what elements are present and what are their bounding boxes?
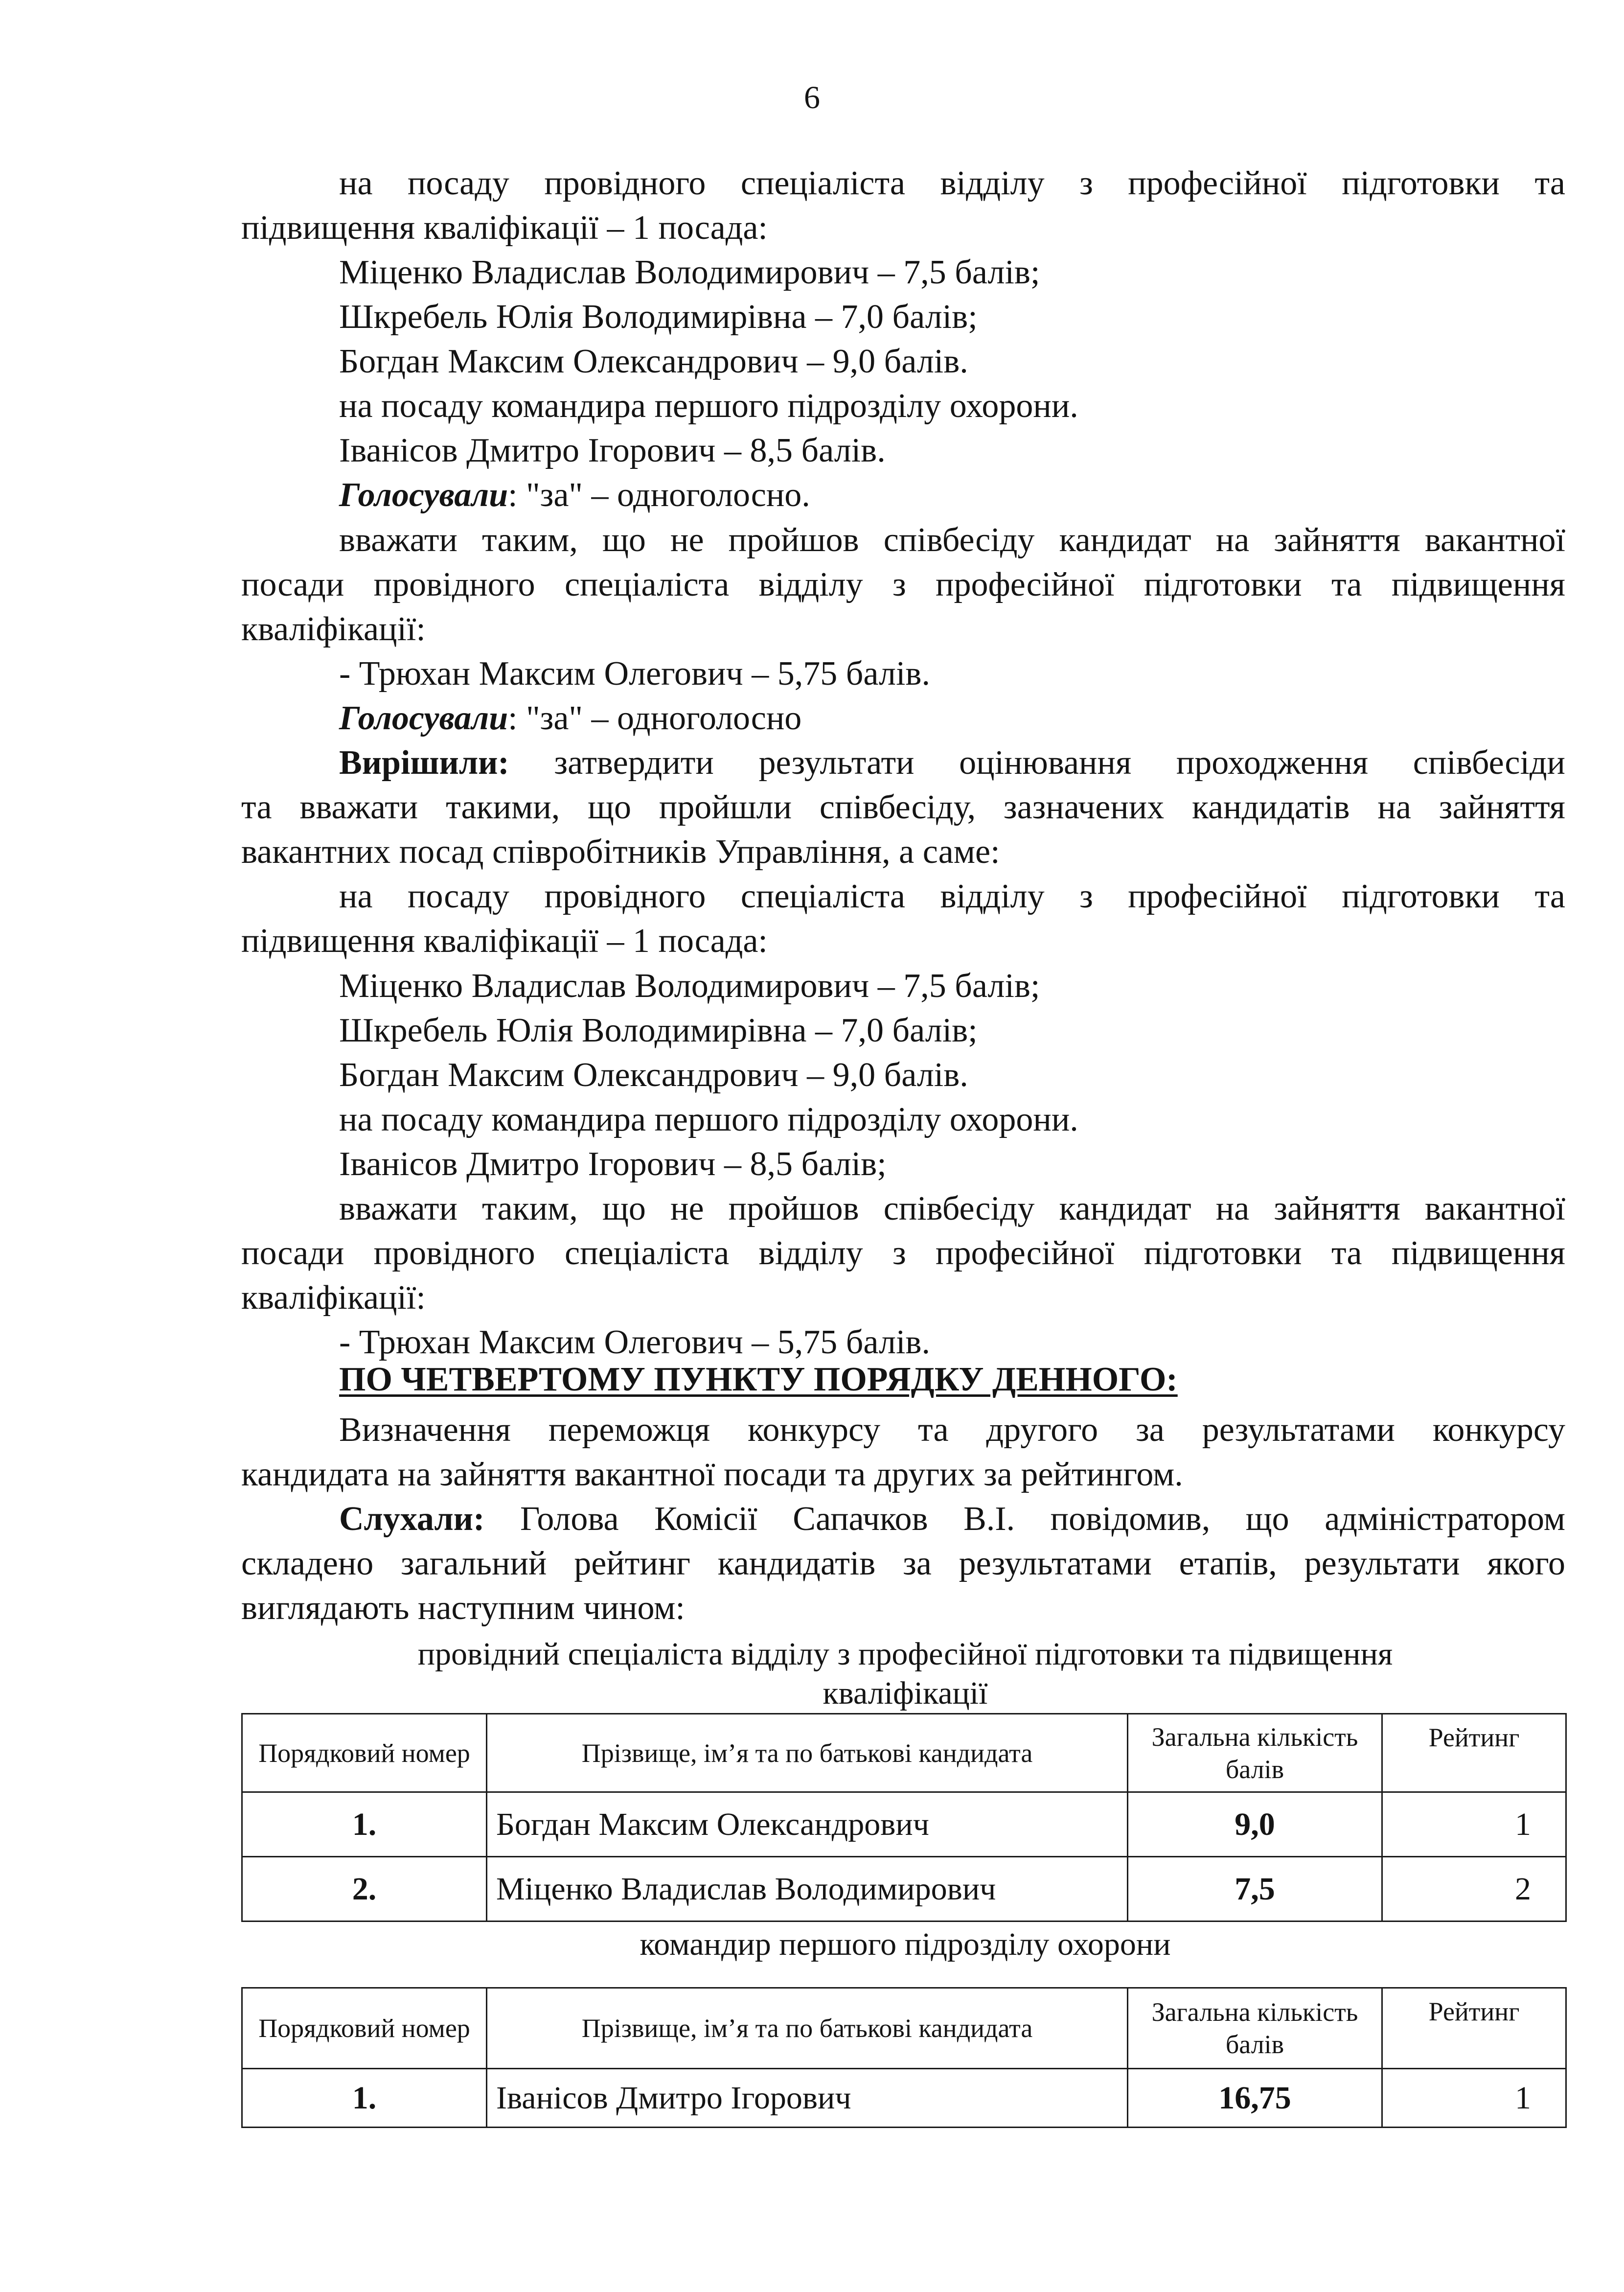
paragraph-line: на посаду командира першого підрозділу охорони. <box>339 1101 1078 1138</box>
candidate-line: - Трюхан Максим Олегович – 5,75 балів. <box>339 655 930 693</box>
header-rank: Рейтинг <box>1382 1714 1566 1792</box>
vote-result: : "за" – одноголосно. <box>508 476 810 514</box>
row-score: 16,75 <box>1128 2069 1382 2128</box>
paragraph-line: посади провідного спеціаліста відділу з професійної підготовки та підвищення <box>241 566 1565 603</box>
paragraph-line: виглядають наступним чином: <box>241 1589 685 1627</box>
paragraph-line: кваліфікації: <box>241 1279 426 1317</box>
row-rank: 1 <box>1382 1792 1566 1857</box>
paragraph-line: на посаду провідного спеціаліста відділу з професійної підготовки та <box>339 164 1565 202</box>
decision-line <box>339 742 1565 784</box>
heard-line <box>339 1499 1565 1540</box>
vote-label: Голосували <box>339 476 508 514</box>
page-number: 6 <box>804 80 820 116</box>
vote-line <box>339 475 810 516</box>
row-name: Міценко Владислав Володимирович <box>487 1857 1128 1922</box>
row-num: 1. <box>242 2069 487 2128</box>
table-header-row <box>242 1714 1566 1792</box>
table-row <box>242 2069 1566 2128</box>
paragraph-line: вважати таким, що не пройшов співбесіду кандидат на зайняття вакантної <box>339 1190 1565 1227</box>
table-row <box>242 1857 1566 1922</box>
vote-label: Голосували <box>339 699 508 737</box>
row-name: Іванісов Дмитро Ігорович <box>487 2069 1128 2128</box>
table-caption: командир першого підрозділу охорони <box>640 1926 1171 1962</box>
table-header-row <box>242 1988 1566 2069</box>
table-caption: кваліфікації <box>823 1675 988 1711</box>
candidate-line: - Трюхан Максим Олегович – 5,75 балів. <box>339 1323 930 1361</box>
paragraph-line: на посаду командира першого підрозділу охорони. <box>339 387 1078 425</box>
candidate-line: Міценко Владислав Володимирович – 7,5 балів; <box>339 254 1040 291</box>
header-num: Порядковий номер <box>242 1988 487 2069</box>
candidate-line: Шкребель Юлія Володимирівна – 7,0 балів; <box>339 1012 978 1049</box>
paragraph-line: підвищення кваліфікації – 1 посада: <box>241 209 768 247</box>
decision-label: Вирішили: <box>339 744 509 782</box>
candidate-line: Міценко Владислав Володимирович – 7,5 балів; <box>339 967 1040 1005</box>
header-name: Прізвище, ім’я та по батькові кандидата <box>487 1714 1128 1792</box>
row-rank: 2 <box>1382 1857 1566 1922</box>
candidate-line: Шкребель Юлія Володимирівна – 7,0 балів; <box>339 298 978 336</box>
table-row <box>242 1792 1566 1857</box>
row-score: 9,0 <box>1128 1792 1382 1857</box>
row-score: 7,5 <box>1128 1857 1382 1922</box>
section-heading: ПО ЧЕТВЕРТОМУ ПУНКТУ ПОРЯДКУ ДЕННОГО: <box>339 1361 1178 1398</box>
vote-result: : "за" – одноголосно <box>508 699 802 737</box>
paragraph-line: кандидата на зайняття вакантної посади та других за рейтингом. <box>241 1456 1183 1493</box>
candidate-line: Іванісов Дмитро Ігорович – 8,5 балів; <box>339 1145 887 1183</box>
row-num: 1. <box>242 1792 487 1857</box>
heard-text: Голова Комісії Сапачков В.І. повідомив, що адміністратором <box>484 1500 1565 1538</box>
vote-line <box>339 698 801 739</box>
paragraph-line: вважати таким, що не пройшов співбесіду кандидат на зайняття вакантної <box>339 521 1565 559</box>
paragraph-line: та вважати такими, що пройшли співбесіду, зазначених кандидатів на зайняття <box>241 788 1565 826</box>
paragraph-line: складено загальний рейтинг кандидатів за результатами етапів, результати якого <box>241 1545 1565 1582</box>
table-caption: провідний спеціаліста відділу з професійної підготовки та підвищення <box>417 1636 1393 1672</box>
candidate-line: Богдан Максим Олександрович – 9,0 балів. <box>339 343 968 380</box>
paragraph-line: посади провідного спеціаліста відділу з професійної підготовки та підвищення <box>241 1234 1565 1272</box>
paragraph-line: Визначення переможця конкурсу та другого за результатами конкурсу <box>339 1411 1565 1449</box>
paragraph-line: вакантних посад співробітників Управління, а саме: <box>241 833 1000 871</box>
rating-table-1 <box>241 1713 1567 1922</box>
heard-label: Слухали: <box>339 1500 485 1538</box>
header-name: Прізвище, ім’я та по батькові кандидата <box>487 1988 1128 2069</box>
row-name: Богдан Максим Олександрович <box>487 1792 1128 1857</box>
rating-table-2 <box>241 1987 1567 2128</box>
candidate-line: Іванісов Дмитро Ігорович – 8,5 балів. <box>339 432 886 469</box>
paragraph-line: підвищення кваліфікації – 1 посада: <box>241 922 768 960</box>
header-num: Порядковий номер <box>242 1714 487 1792</box>
decision-text: затвердити результати оцінювання проходження співбесіди <box>509 744 1565 782</box>
row-rank: 1 <box>1382 2069 1566 2128</box>
candidate-line: Богдан Максим Олександрович – 9,0 балів. <box>339 1056 968 1094</box>
header-score: Загальна кількість балів <box>1128 1714 1382 1792</box>
row-num: 2. <box>242 1857 487 1922</box>
header-score: Загальна кількість балів <box>1128 1988 1382 2069</box>
paragraph-line: кваліфікації: <box>241 610 426 648</box>
header-rank: Рейтинг <box>1382 1988 1566 2069</box>
paragraph-line: на посаду провідного спеціаліста відділу з професійної підготовки та <box>339 878 1565 915</box>
